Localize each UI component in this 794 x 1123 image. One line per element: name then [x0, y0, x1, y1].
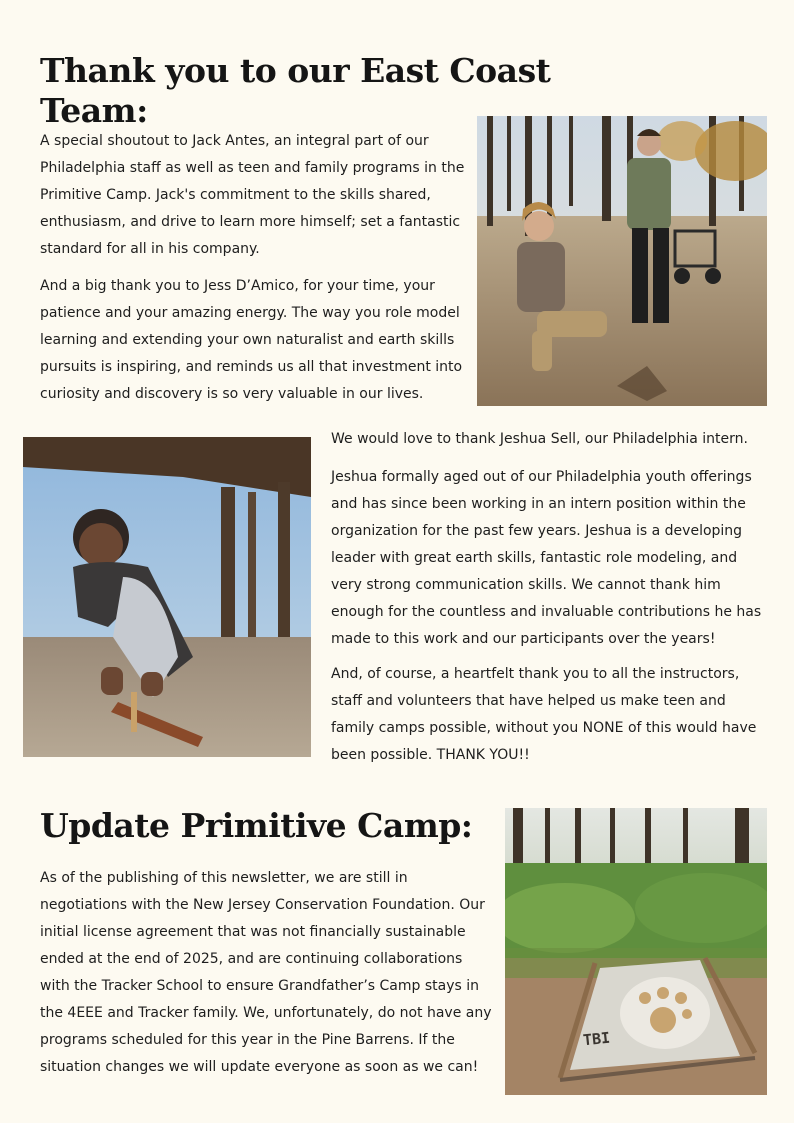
- paragraph-primitive-camp-update: As of the publishing of this newsletter, we are still in negotiations with the New Jersey Conservation Foundation. Our initial license agreement that was not financially sustainable ended at the end of 2025, and are continuing collaborations with the Tracker School to ensure Grandfather’s Camp stays in the 4EEE and Tracker family. We, unfortunately, do not have any programs scheduled for this year in the Pine Barrens. If the situation changes we will update everyone as soon as we can!: [40, 870, 492, 1075]
- section-heading-east-coast-team: Thank you to our East Coast Team:: [40, 51, 551, 130]
- paragraph-thank-instructors: And, of course, a heartfelt thank you to all the instructors, staff and volunteers that have helped us make teen and family camps possible, without you NONE of this would have been possible. THANK YOU!!: [331, 666, 757, 763]
- paragraph-jeshua-details: Jeshua formally aged out of our Philadelphia youth offerings and has since been working in an intern position within the organization for the past few years. Jeshua is a developing leader with great earth skills, fantastic role modeling, and very strong communication skills. We cannot thank him enough for the countless and invaluable contributions he has made to this work and our participants over the years!: [331, 469, 762, 647]
- rock-letters-label: TBI: [582, 1028, 611, 1050]
- section-heading-update-primitive-camp: Update Primitive Camp:: [40, 806, 473, 845]
- photo-pine-barrens-camp: [505, 808, 767, 1095]
- paragraph-jeshua-intro: We would love to thank Jeshua Sell, our Philadelphia intern.: [331, 431, 748, 447]
- paragraph-jess-damico: And a big thank you to Jess D’Amico, for your time, your patience and your amazing energy. The way you role model learning and extending your own naturalist and earth skills pursuits is inspiring, and reminds us all that investment into curiosity and discovery is so very valuable in our lives.: [40, 278, 463, 402]
- photo-jeshua-fire-making: [23, 437, 311, 757]
- photo-instructors-in-forest: [477, 116, 767, 406]
- paragraph-jack-antes: A special shoutout to Jack Antes, an integral part of our Philadelphia staff as well as teen and family programs in the Primitive Camp. Jack's commitment to the skills shared, enthusiasm, and drive to learn more himself; set a fantastic standard for all in his company.: [40, 133, 465, 257]
